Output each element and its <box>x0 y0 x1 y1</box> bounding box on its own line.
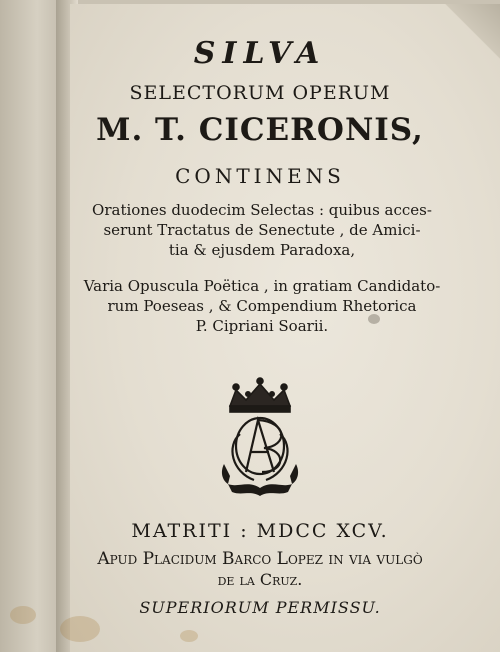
paper-stain <box>60 616 100 642</box>
title-selectorum-operum: SELECTORUM OPERUM <box>129 82 391 104</box>
title-ciceronis: M. T. CICERONIS, <box>96 112 424 148</box>
description-line: P. Cipriani Soarii. <box>195 317 329 335</box>
description-line: tia & ejusdem Paradoxa, <box>168 241 356 259</box>
contents-description <box>76 200 448 260</box>
description-line: rum Poeseas , & Compendium Rhetorica <box>107 297 417 315</box>
opuscula-description <box>76 276 448 336</box>
printer-line: Apud Placidum Barco Lopez in via vulgò <box>97 549 423 569</box>
permission-line: SUPERIORUM PERMISSU. <box>139 598 381 617</box>
printer-address: de la Cruz. <box>217 570 303 589</box>
description-line: Varia Opuscula Poëtica , in gratiam Candidato- <box>83 277 441 295</box>
left-page-edge <box>0 0 62 652</box>
ink-smudge <box>368 314 380 324</box>
description-line: Orationes duodecim Selectas : quibus acces- <box>92 201 432 219</box>
title-page <box>70 4 500 652</box>
crowned-monogram-icon <box>218 376 302 502</box>
title-silva: SILVA <box>193 36 327 71</box>
paper-stain <box>10 606 36 624</box>
paper-stain <box>180 630 198 642</box>
imprint-place-year: MATRITI : MDCC XCV. <box>131 520 389 542</box>
description-line: serunt Tractatus de Senectute , de Amici- <box>103 221 421 239</box>
title-continens: CONTINENS <box>175 164 345 188</box>
